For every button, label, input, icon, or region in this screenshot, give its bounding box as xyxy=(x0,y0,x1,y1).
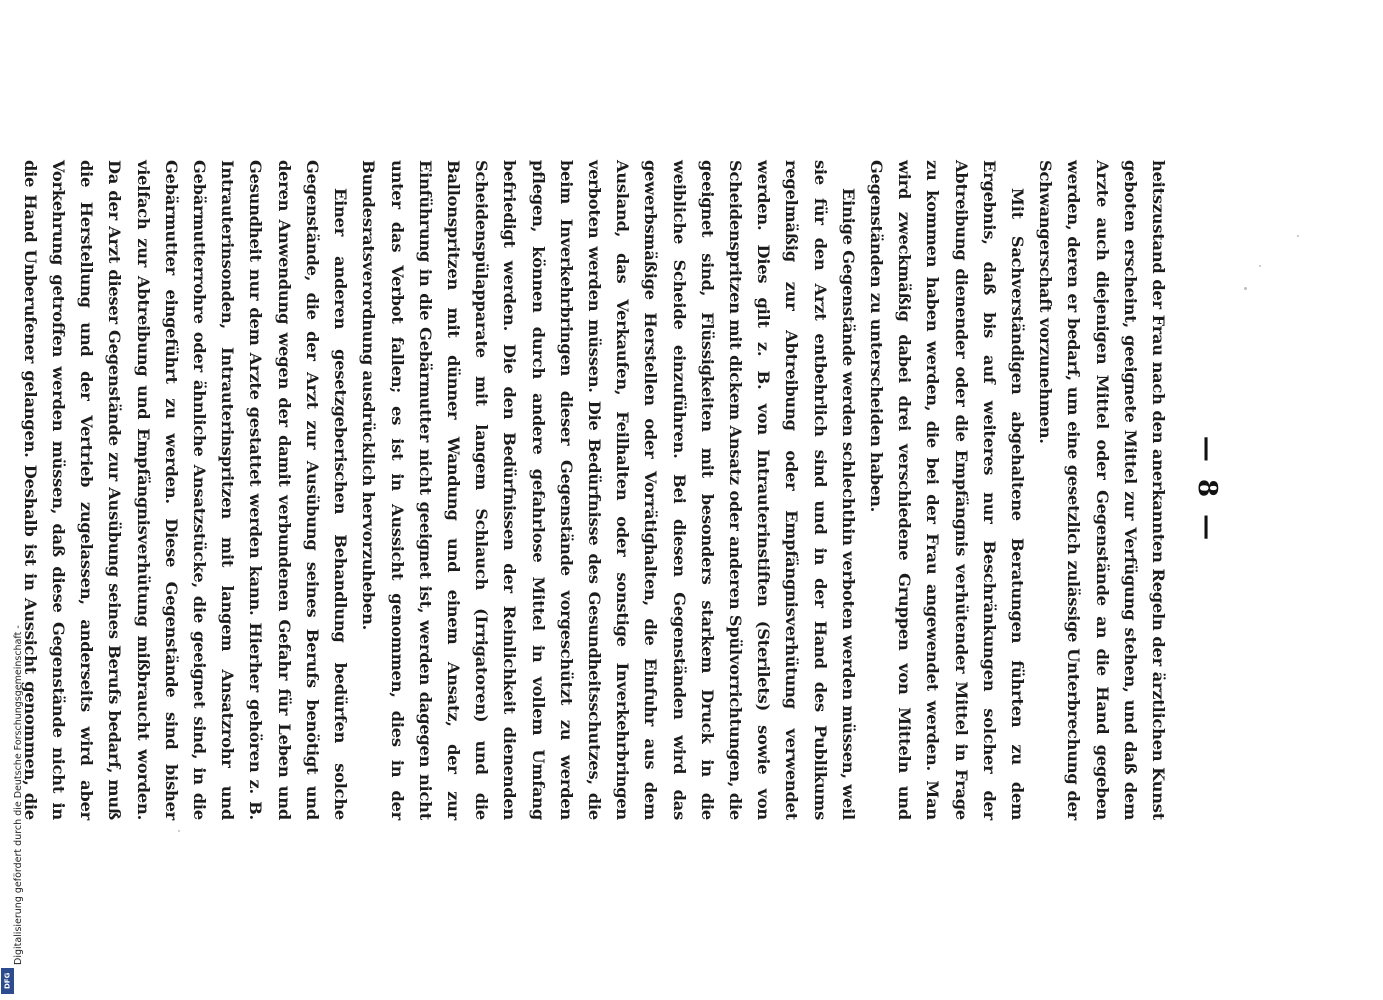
dfg-logo-icon: DFG xyxy=(1,968,14,994)
paragraph: Mit Sachverständigen abgehaltene Beratungen führten zu dem Ergebnis, daß bis auf weiteres nur Beschränkungen solcher der Abtreibung dienender oder die Empfängnis verhütender Mittel in Frage zu kommen haben werden, die bei der Frau angewendet werden. Man wird zweckmäßig dabei drei verschiedene Gruppen von Mitteln und Gegenständen zu unterscheiden haben. xyxy=(866,160,1027,820)
paragraph: Einer anderen gesetzgeberischen Behandlung bedürfen solche Gegenstände, die der Arzt zur Ausübung seines Berufs benötigt und deren Anwendung wegen der damit verbundenen Gefahr für Leben und Gesundheit nur dem Arzte gestattet werden kann. Hierher gehören z. B. Intrauterinsonden, Intrauterinspritzen mit langem Ansatzrohr und Gebärmutterrohre oder ähnliche Ansatzstücke, die geeignet sind, in die Gebärmutter eingeführt zu werden. Diese Gegenstände sind bisher vielfach zur Abtreibung und Empfängnisverhütung mißbraucht worden. Da der Arzt dieser Gegenstände zur Ausübung seines Berufs bedarf, muß die Herstellung und der Vertrieb zugelassen, anderseits wird aber Vorkehrung getroffen werden müssen, daß diese Gegenstände nicht in die Hand Unberufener gelangen. Deshalb ist in Aussicht genommen, die xyxy=(20,160,351,820)
page-number: — 8 — xyxy=(1192,435,1222,545)
scan-speck xyxy=(1259,265,1261,267)
body-text xyxy=(20,160,1172,820)
scan-speck xyxy=(1297,235,1299,237)
scan-speck xyxy=(178,830,180,832)
rotated-page xyxy=(20,160,1230,820)
scan-speck xyxy=(1244,287,1247,290)
digitization-credit: Digitalisierung gefördert durch die Deutsche Forschungsgemeinschaft - xyxy=(13,625,24,965)
paragraph: heitszustand der Frau nach den anerkannten Regeln der ärztlichen Kunst geboten erscheint, geeignete Mittel zur Verfügung stehen, und daß dem Arzte auch diejenigen Mittel oder Gegenstände an die Hand gegeben werden, deren er bedarf, um eine gesetzlich zulässige Unterbrechung der Schwangerschaft vorzunehmen. xyxy=(1036,160,1168,820)
paragraph: Einige Gegenstände werden schlechthin verboten werden müssen, weil sie für den Arzt entbehrlich sind und in der Hand des Publikums regelmäßig zur Abtreibung oder Empfängnisverhütung verwendet werden. Dies gilt z. B. von Intrauterinstiften (Sterilets) sowie von Scheidenspritzen mit dickem Ansatz oder anderen Spülvorrichtungen, die geeignet sind, Flüssigkeiten mit besonders starkem Druck in die weibliche Scheide einzuführen. Bei diesen Gegenständen wird das gewerbsmäßige Herstellen oder Vorrätighalten, die Einfuhr aus dem Ausland, das Verkaufen, Feilhalten oder sonstige Inverkehrbringen verboten werden müssen. Die Bedürfnisse des Gesundheitsschutzes, die beim Inverkehrbringen dieser Gegenstände vorgeschützt zu werden pflegen, können durch andere gefahrlose Mittel in vollem Umfang befriedigt werden. Die den Bedürfnissen der Reinlichkeit dienenden Scheidenspülapparate mit langem Schlauch (Irrigatoren) und die Ballonspritzen mit dünner Wandung und einem Ansatz, der zur Einführung in die Gebärmutter nicht geeignet ist, werden dagegen nicht unter das Verbot fallen; es ist in Aussicht genommen, dies in der Bundesratsverordnung ausdrücklich hervorzuheben. xyxy=(359,160,858,820)
